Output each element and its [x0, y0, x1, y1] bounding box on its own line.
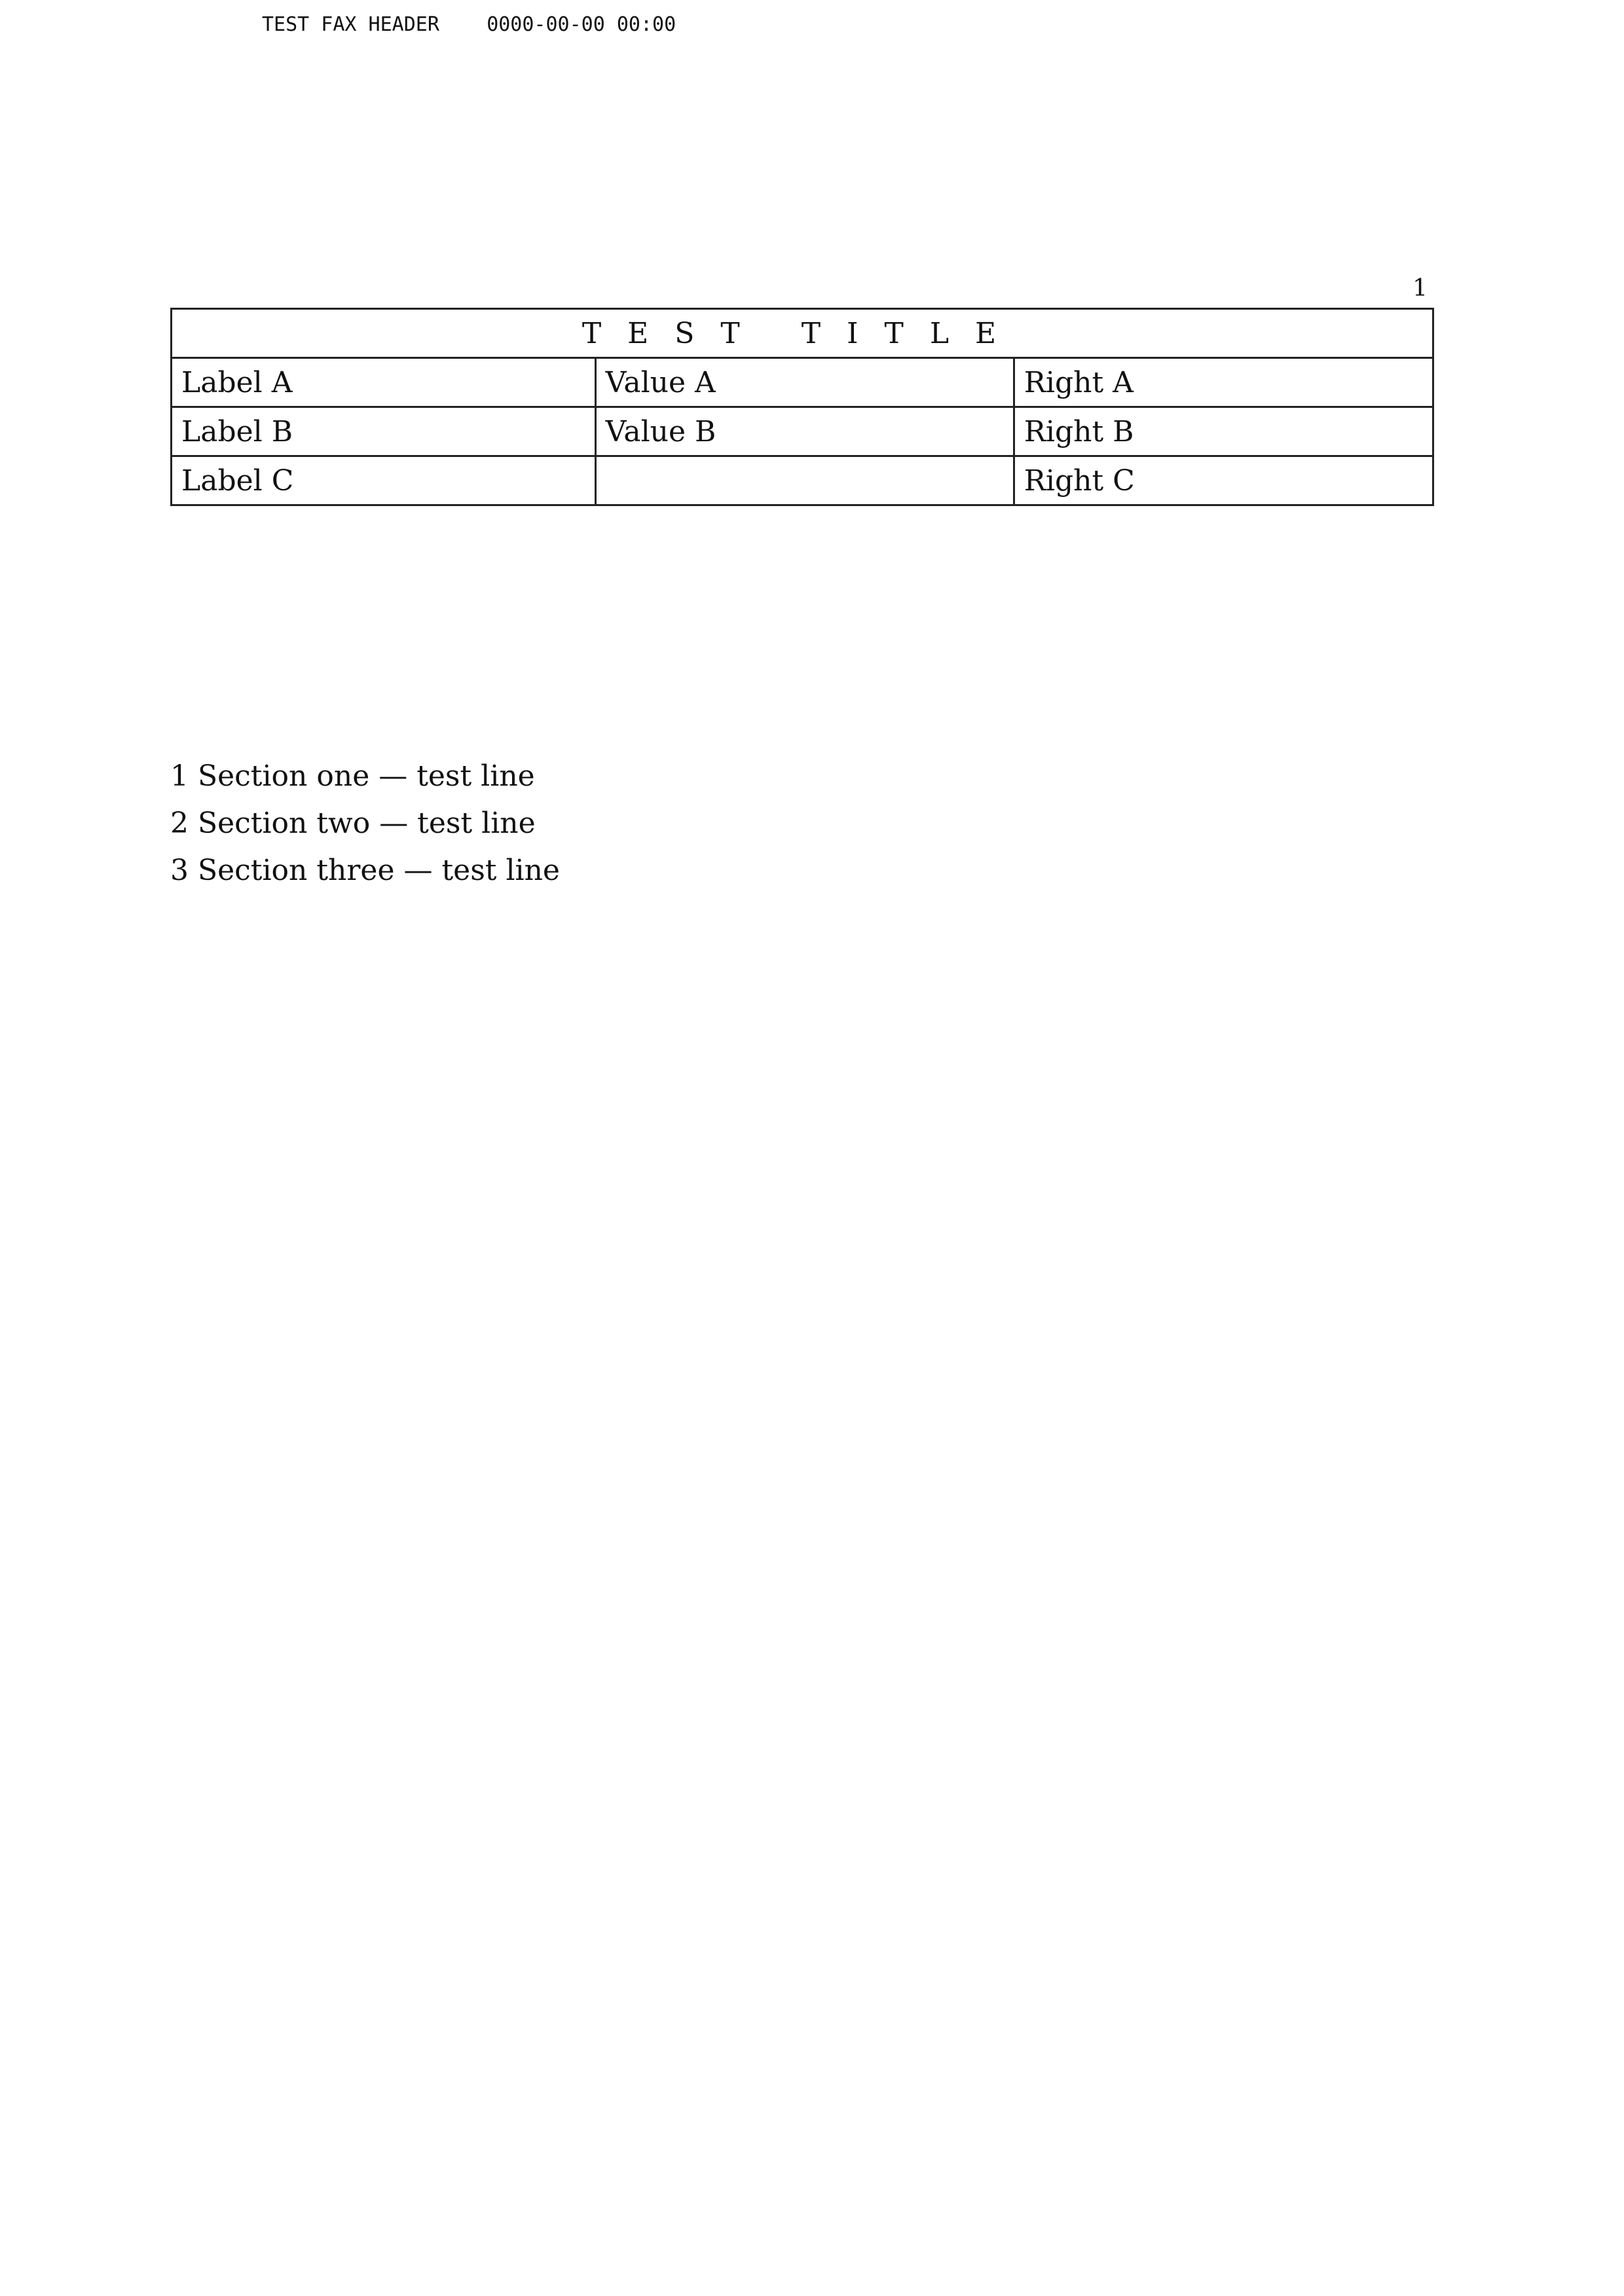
spec-row — [172, 456, 1433, 505]
fax-timestamp: 0000-00-00 00:00 — [487, 13, 676, 36]
body-line: 1 Section one — test line — [170, 759, 535, 793]
fax-line: TEST FAX HEADER — [262, 13, 439, 36]
spec-label: Label B — [172, 407, 596, 456]
spec-row — [172, 407, 1433, 456]
spec-value: Value B — [595, 407, 1014, 456]
spec-right: Right C — [1014, 456, 1433, 505]
page-number: 1 — [1412, 275, 1428, 302]
spec-title: TEST TITLE — [172, 309, 1433, 358]
spec-right: Right A — [1014, 358, 1433, 407]
document-body — [170, 753, 1434, 894]
spec-right: Right B — [1014, 407, 1433, 456]
body-line: 2 Section two — test line — [170, 807, 536, 840]
fax-header — [262, 13, 676, 36]
spec-value — [595, 456, 1014, 505]
spec-label: Label C — [172, 456, 596, 505]
body-line: 3 Section three — test line — [170, 854, 560, 887]
spec-label: Label A — [172, 358, 596, 407]
spec-table — [170, 308, 1434, 506]
spec-row — [172, 358, 1433, 407]
spec-value: Value A — [595, 358, 1014, 407]
